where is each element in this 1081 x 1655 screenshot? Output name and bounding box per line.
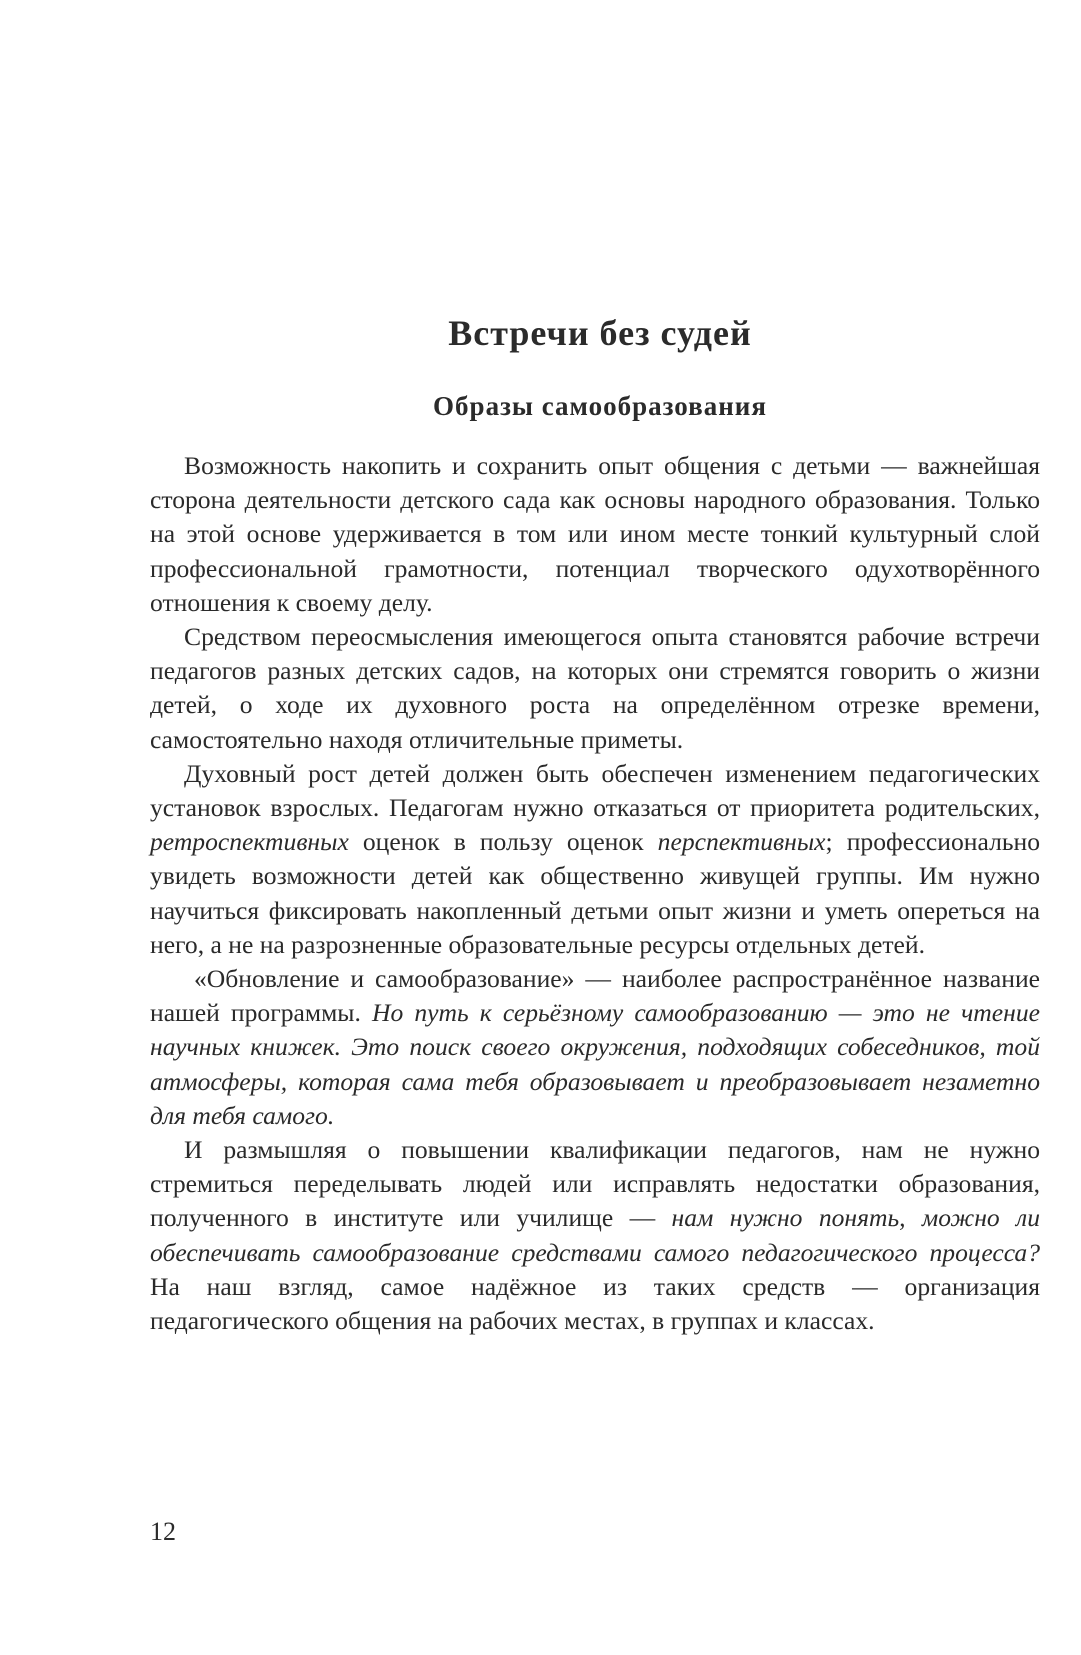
paragraph-5: [150, 1133, 1040, 1338]
body-text: [150, 449, 1040, 1338]
page-number: 12: [150, 1517, 176, 1546]
paragraph-3: [150, 757, 1040, 962]
section-title: Образы самообразования: [433, 391, 767, 421]
paragraph-4-text-a: «Обновление и самообразование» — наиболее распространённое название нашей программы.: [150, 964, 1040, 1028]
paragraph-4-italic: Но путь к серьёзному самообразованию — это не чтение научных книжек. Это поиск своего окружения, подходящих собеседников, той атмосферы, которая сама тебя образовывает и преобразовывает незаметно для тебя самого.: [150, 998, 1040, 1130]
paragraph-3-text-c: оценок в пользу оценок: [348, 827, 658, 857]
paragraph-4: [150, 962, 1040, 1133]
paragraph-2: Средством переосмысления имеющегося опыта становятся рабочие встречи педагогов разных детских садов, на которых они стремятся говорить о жизни детей, о ходе их духовного роста на определённом отрезке времени, самостоятельно находя отличительные приметы.: [150, 622, 1040, 754]
paragraph-5-text-c: На наш взгляд, самое надёжное из таких средств — организация педагогического общения на рабочих местах, в группах и классах.: [150, 1271, 1040, 1336]
chapter-title: Встречи без судей: [448, 313, 752, 353]
paragraph-5-italic: нам нужно понять, можно ли обеспечивать самообразование средствами самого педагогического процесса?: [150, 1203, 1041, 1267]
paragraph-1: Возможность накопить и сохранить опыт общения с детьми — важнейшая сторона деятельности детского сада как основы народного образования. Только на этой основе удерживается в том или ином месте тонкий культурный слой профессиональной грамотности, потенциал творческого одухотворённого отношения к своему делу.: [150, 451, 1040, 617]
emphasis-retrospective: ретроспективных: [150, 827, 349, 857]
paragraph-3-text-e: ; профессионально увидеть возможности детей как общественно живущей группы. Им нужно научиться фиксировать накопленный детьми опыт жизни и уметь опереться на него, а не на разрозненные образовательные ресурсы отдельных детей.: [150, 827, 1041, 959]
emphasis-perspective: перспективных: [657, 827, 826, 857]
paragraph-3-text-a: Духовный рост детей должен быть обеспечен изменением педагогических установок взрослых. Педагогам нужно отказаться от приоритета родительских,: [150, 758, 1040, 823]
paragraph-5-text-a: И размышляя о повышении квалификации педагогов, нам не нужно стремиться переделывать людей или исправлять недостатки образования, полученного в институте или училище —: [150, 1135, 1040, 1233]
